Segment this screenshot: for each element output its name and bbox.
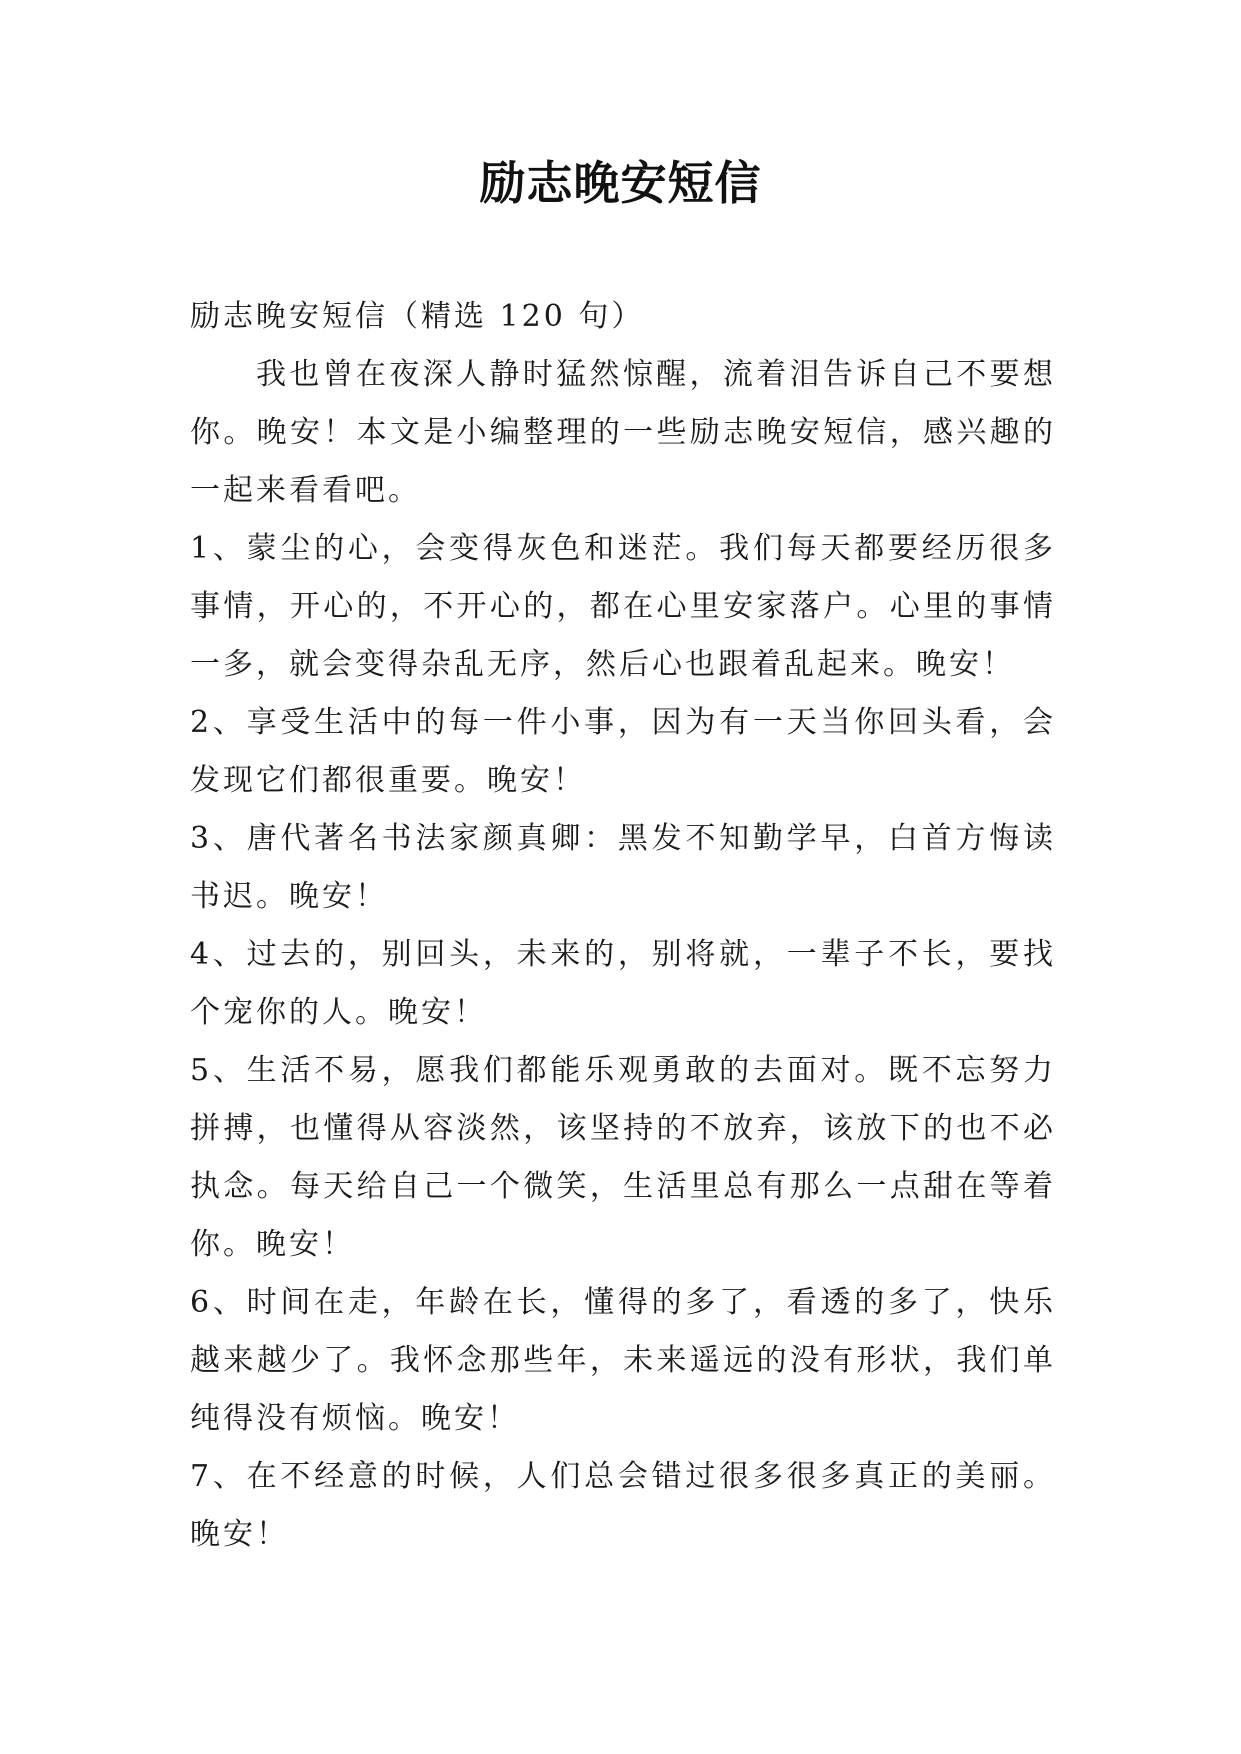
document-body — [190, 288, 1056, 1564]
document-title: 励志晚安短信 — [479, 156, 762, 210]
list-item: 2、享受生活中的每一件小事，因为有一天当你回头看，会发现它们都很重要。晚安！ — [190, 705, 1056, 798]
list-item: 4、过去的，别回头，未来的，别将就，一辈子不长，要找个宠你的人。晚安！ — [190, 937, 1056, 1030]
list-item: 1、蒙尘的心，会变得灰色和迷茫。我们每天都要经历很多事情，开心的，不开心的，都在心里安家落户。心里的事情一多，就会变得杂乱无序，然后心也跟着乱起来。晚安！ — [190, 531, 1056, 682]
list-item: 3、唐代著名书法家颜真卿：黑发不知勤学早，白首方悔读书迟。晚安！ — [190, 821, 1056, 914]
list-item: 6、时间在走，年龄在长，懂得的多了，看透的多了，快乐越来越少了。我怀念那些年，未来遥远的没有形状，我们单纯得没有烦恼。晚安！ — [190, 1285, 1056, 1436]
list-item: 7、在不经意的时候，人们总会错过很多很多真正的美丽。晚安！ — [190, 1459, 1056, 1552]
list-item: 5、生活不易，愿我们都能乐观勇敢的去面对。既不忘努力拼搏，也懂得从容淡然，该坚持的不放弃，该放下的也不必执念。每天给自己一个微笑，生活里总有那么一点甜在等着你。晚安！ — [190, 1053, 1056, 1262]
document-subtitle: 励志晚安短信（精选 120 句） — [190, 299, 645, 334]
intro-paragraph: 我也曾在夜深人静时猛然惊醒，流着泪告诉自己不要想你。晚安！本文是小编整理的一些励志晚安短信，感兴趣的一起来看看吧。 — [190, 357, 1056, 508]
